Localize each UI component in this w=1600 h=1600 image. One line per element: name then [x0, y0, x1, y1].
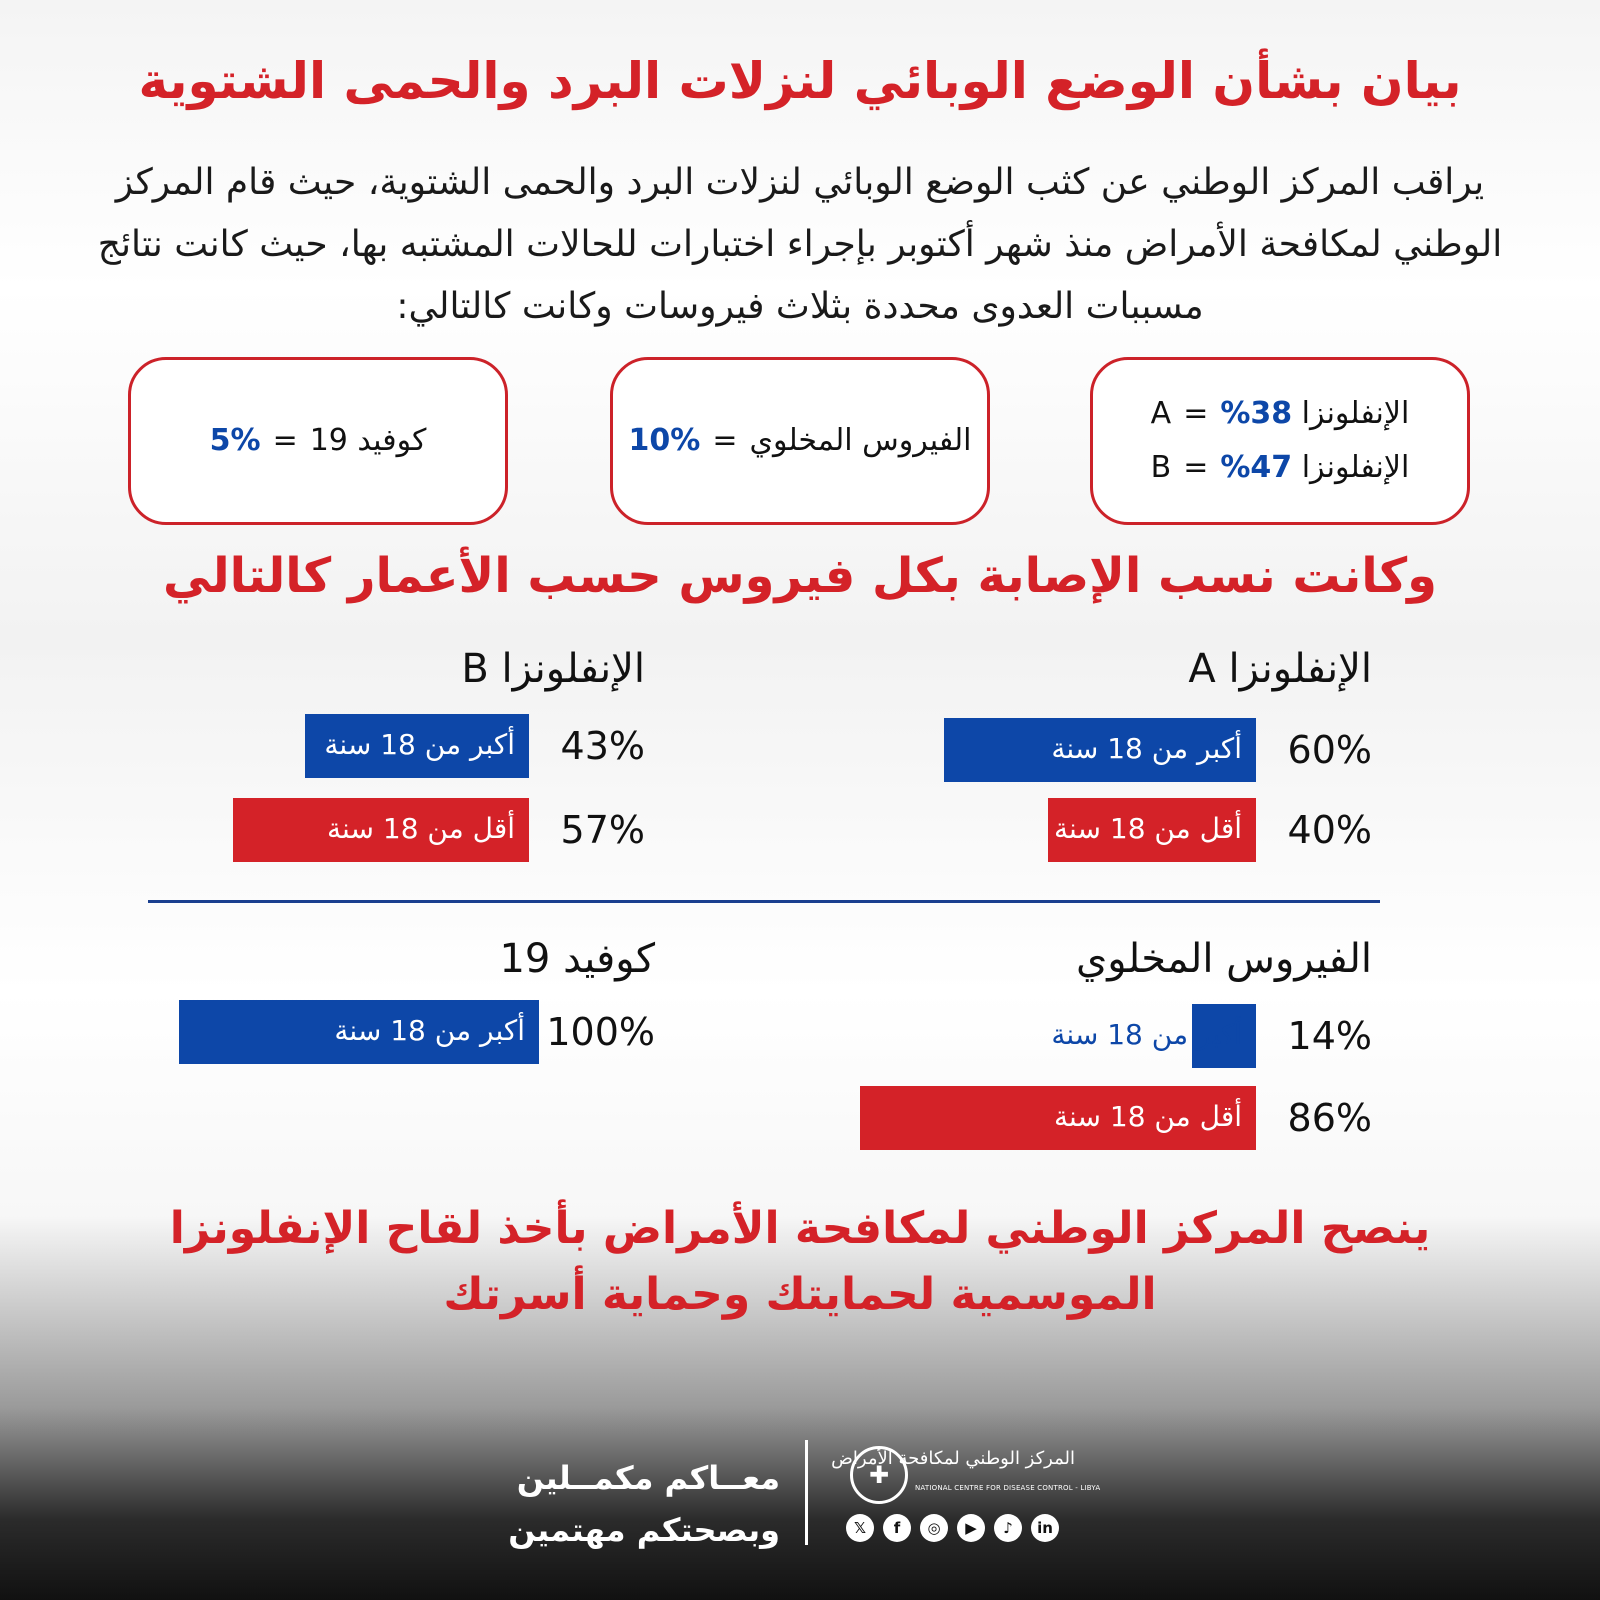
summary-box-influenza	[1090, 357, 1470, 525]
instagram-icon[interactable]: ◎	[920, 1514, 948, 1542]
category-label: أقل من 18 سنة	[1054, 812, 1242, 845]
category-label: أكبر من 18 سنة	[334, 1014, 525, 1047]
summary-line-influenza-b: الإنفلونزا B= %47	[1150, 450, 1410, 485]
x-icon[interactable]: 𝕏	[846, 1514, 874, 1542]
summary-label: الإنفلونزا A	[1150, 396, 1410, 431]
chart-title: كوفيد 19	[499, 936, 655, 982]
value-label: 40%	[1287, 808, 1372, 852]
category-label: أقل من 18 سنة	[327, 812, 515, 845]
section-divider	[148, 900, 1380, 903]
value-label: 86%	[1287, 1096, 1372, 1140]
summary-line-influenza-a: الإنفلونزا A= %38	[1150, 396, 1410, 431]
ncdc-logo-icon: ✚	[850, 1446, 908, 1504]
value-label: 100%	[546, 1010, 655, 1054]
org-name-arabic: المركز الوطني لمكافحة الأمراض	[831, 1448, 1075, 1469]
category-label: أكبر من 18 سنة	[1051, 1018, 1242, 1051]
chart-title: الفيروس المخلوي	[1076, 936, 1372, 982]
summary-line-covid: كوفيد 19=%5	[209, 423, 427, 458]
org-name-english: NATIONAL CENTRE FOR DISEASE CONTROL - LIBYA	[915, 1484, 1101, 1492]
summary-label: الفيروس المخلوي	[749, 423, 972, 458]
category-label: أقل من 18 سنة	[1054, 1100, 1242, 1133]
category-label: أكبر من 18 سنة	[324, 728, 515, 761]
summary-value: %5	[209, 423, 261, 458]
summary-box-rsv	[610, 357, 990, 525]
summary-value: %38	[1220, 396, 1293, 431]
slogan-line: معــاكم مكمــلين	[516, 1459, 780, 1497]
summary-value: %47	[1220, 450, 1293, 485]
slogan-line: وبصحتكم مهتمين	[508, 1511, 780, 1549]
age-section-title: وكانت نسب الإصابة بكل فيروس حسب الأعمار كالتالي	[163, 548, 1437, 604]
chart-title: الإنفلونزا B	[461, 646, 645, 692]
value-label: 43%	[560, 724, 645, 768]
value-label: 57%	[560, 808, 645, 852]
summary-label: كوفيد 19	[309, 423, 427, 458]
value-label: 14%	[1287, 1014, 1372, 1058]
summary-value: %10	[628, 423, 701, 458]
slogan	[480, 1452, 780, 1556]
advice-text: ينصح المركز الوطني لمكافحة الأمراض بأخذ لقاح الإنفلونزا الموسمية لحمايتك وحماية أسرتك	[169, 1203, 1431, 1320]
page-title: بيان بشأن الوضع الوبائي لنزلات البرد والحمى الشتوية	[138, 52, 1462, 110]
summary-box-covid	[128, 357, 508, 525]
chart-title: الإنفلونزا A	[1188, 646, 1372, 692]
category-label: أكبر من 18 سنة	[1051, 732, 1242, 765]
summary-label: الإنفلونزا B	[1150, 450, 1410, 485]
intro-paragraph: يراقب المركز الوطني عن كثب الوضع الوبائي لنزلات البرد والحمى الشتوية، حيث قام المركز الوطني لمكافحة الأمراض منذ شهر أكتوبر بإجراء اختبارات للحالات المشتبه بها، حيث كانت نتائج مسببات العدوى محددة بثلاث فيروسات وكانت كالتالي:	[97, 162, 1503, 327]
tiktok-icon[interactable]: ♪	[994, 1514, 1022, 1542]
linkedin-icon[interactable]: in	[1031, 1514, 1059, 1542]
facebook-icon[interactable]: f	[883, 1514, 911, 1542]
youtube-icon[interactable]: ▶	[957, 1514, 985, 1542]
footer-separator	[805, 1440, 808, 1545]
value-label: 60%	[1287, 728, 1372, 772]
summary-line-rsv: الفيروس المخلوي=%10	[628, 423, 972, 458]
